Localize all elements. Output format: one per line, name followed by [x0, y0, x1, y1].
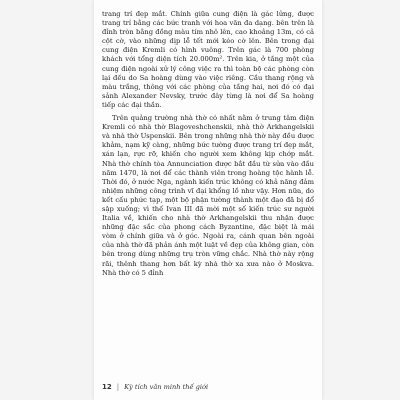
book-page: [94, 0, 322, 400]
footer-separator: |: [116, 383, 120, 391]
page-footer: [102, 380, 314, 394]
paragraph-1: trang trí đẹp mắt. Chính giữa cung điện là gác lửng, được trang trí bằng các bức tranh với hoa văn đa dạng. bên trên là đỉnh tròn bằng đồng màu tím nhô lên, cao khoảng 13m, có cả cột cờ, vào những dịp lễ tết mới kéo cờ lên. Bên trong đại cung điện Kremli có hình vuông. Trên gác là 700 phòng khách với tổng diện tích 20.000m². Trên kia, ở tầng một của cung điện ngoài xử lý công việc ra thì toàn bộ các phòng còn lại đều do Sa hoàng dùng vào việc riêng. Cầu thang rộng và màu trắng, thông với các phòng của tầng hai, nơi đó có đại sảnh Alexander Nevsky, trước đây từng là nơi để Sa hoàng tiếp các đại thần.: [102, 10, 314, 109]
book-title: Kỳ tích văn minh thế giới: [124, 383, 209, 391]
paragraph-2: Trên quảng trường nhà thờ có nhất nằm ở trung tâm điện Kremli có nhà thờ Blagoveshchenskii, nhà thờ Arkhangelskii và nhà thờ Uspenskii. Bên trong những nhà thờ này đều được khảm, nạm kỹ càng, những bức tường được trang trí đẹp mắt, xán lạn, rực rỡ, khiến cho người xem không kịp chớp mắt. Nhà thờ chính tòa Annunciation được bắt đầu từ sửa vào đầu năm 1470, là nơi để các thành viên trong hoàng tộc hành lễ. Thời đó, ở nước Nga, ngành kiến trúc không có khả năng đảm nhiệm những công trình vĩ đại khổng lồ như vậy. Hơn nữa, do kết cấu phức tạp, một bộ phận tường thành một đạo đã bị đổ sập xuống; vì thế Ivan III đã mời một số kiến trúc sư người Italia về, khiến cho nhà thờ Arkhangelskii thu nhận được những đặc sắc của phong cách Byzantine, đặc biệt là mái vòm ở chính giữa và ở góc. Ngoài ra, cánh quan bên ngoài của nhà thờ đã phản ánh một luật về đẹp của không gian, còn bên trong dùng những trụ tròn vững chắc. Nhà thờ này rộng rãi, thênh thang hơn bất kỳ nhà thờ xa xưa nào ở Moskva. Nhà thờ có 5 đỉnh: [102, 114, 314, 277]
body-text: [102, 10, 314, 278]
page-number: 12: [102, 383, 112, 391]
